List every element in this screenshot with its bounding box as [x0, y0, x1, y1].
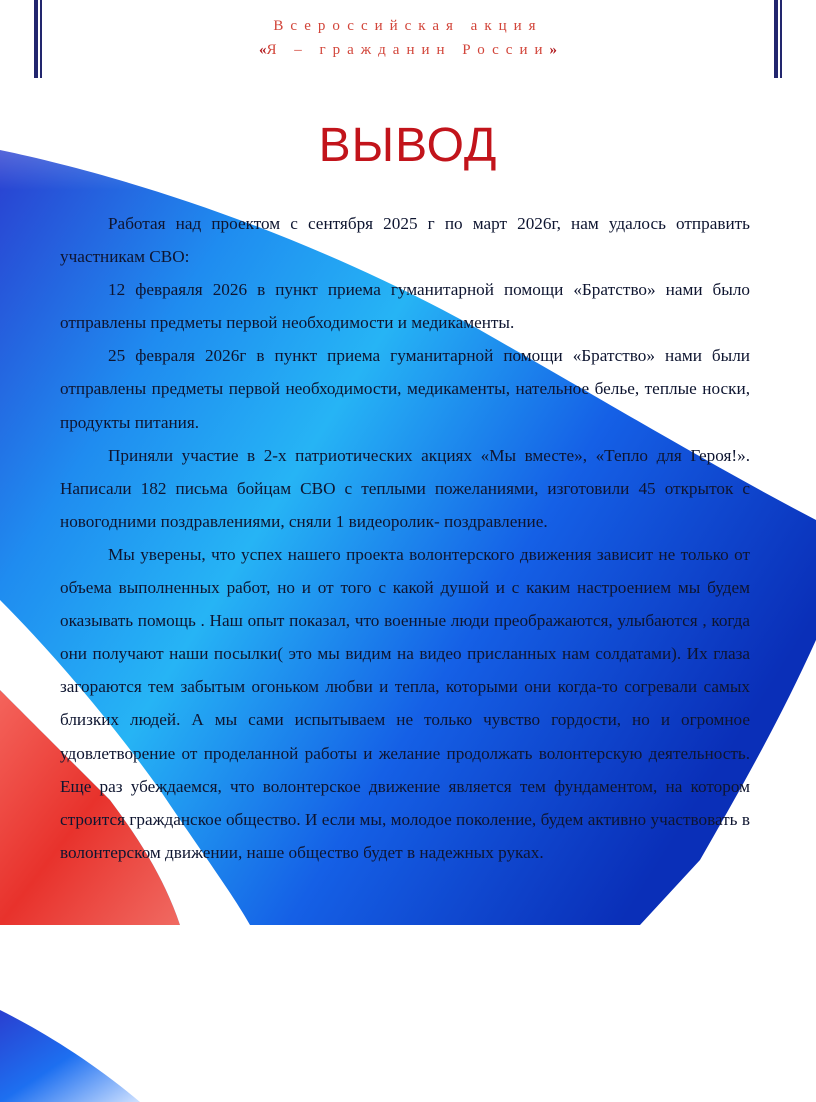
header-quote-close: »	[549, 42, 557, 58]
flag-blue-corner	[0, 1010, 140, 1102]
header-line-2	[0, 42, 816, 59]
paragraph-3: 25 февраля 2026г в пункт приема гуманитарной помощи «Братство» нами были отправлены предметы первой необходимости, медикаменты, нательное белье, теплые носки, продукты питания.	[60, 346, 750, 432]
header-line-1: Всероссийская акция	[273, 18, 543, 34]
paragraph-1: Работая над проектом с сентября 2025 г по март 2026г, нам удалось отправить участникам СВО:	[60, 214, 750, 267]
paragraph-4: Приняли участие в 2-х патриотических акциях «Мы вместе», «Тепло для Героя!». Написали 182 письма бойцам СВО с теплыми пожеланиями, изготовили 45 открыток с новогодними поздравлениями, сняли 1 видеоролик- поздравление.	[60, 445, 750, 531]
paragraph-5: Мы уверены, что успех нашего проекта волонтерского движения зависит не только от объема выполненных работ, но и от того с какой душой и с каким настроением мы будем оказывать помощь . Наш опыт показал, что военные люди преображаются, улыбаются , когда они получают наши посылки( это мы видим на видео присланных нам солдатами). Их глаза загораются тем забытым огоньком любви и тепла, которыми они когда-то согревали самых близких людей. А мы сами испытываем не только чувство гордости, но и огромное удовлетворение от проделанной работы и желание продолжать волонтерскую деятельность. Еще раз убеждаемся, что волонтерское движение является тем фундаментом, на котором строится гражданское общество. И если мы, молодое поколение, будем активно участвовать в волонтерском движении, наше общество будет в надежных руках.	[60, 544, 750, 862]
paragraph-2: 12 февраяля 2026 в пункт приема гуманитарной помощи «Братство» нами было отправлены предметы первой необходимости и медикаменты.	[60, 280, 750, 333]
page-title: ВЫВОД	[318, 119, 498, 172]
header-quote-open: «	[258, 42, 267, 58]
conclusion-text	[60, 207, 750, 869]
header	[0, 18, 816, 59]
header-line-2-text: Я – гражданин России	[266, 42, 550, 58]
